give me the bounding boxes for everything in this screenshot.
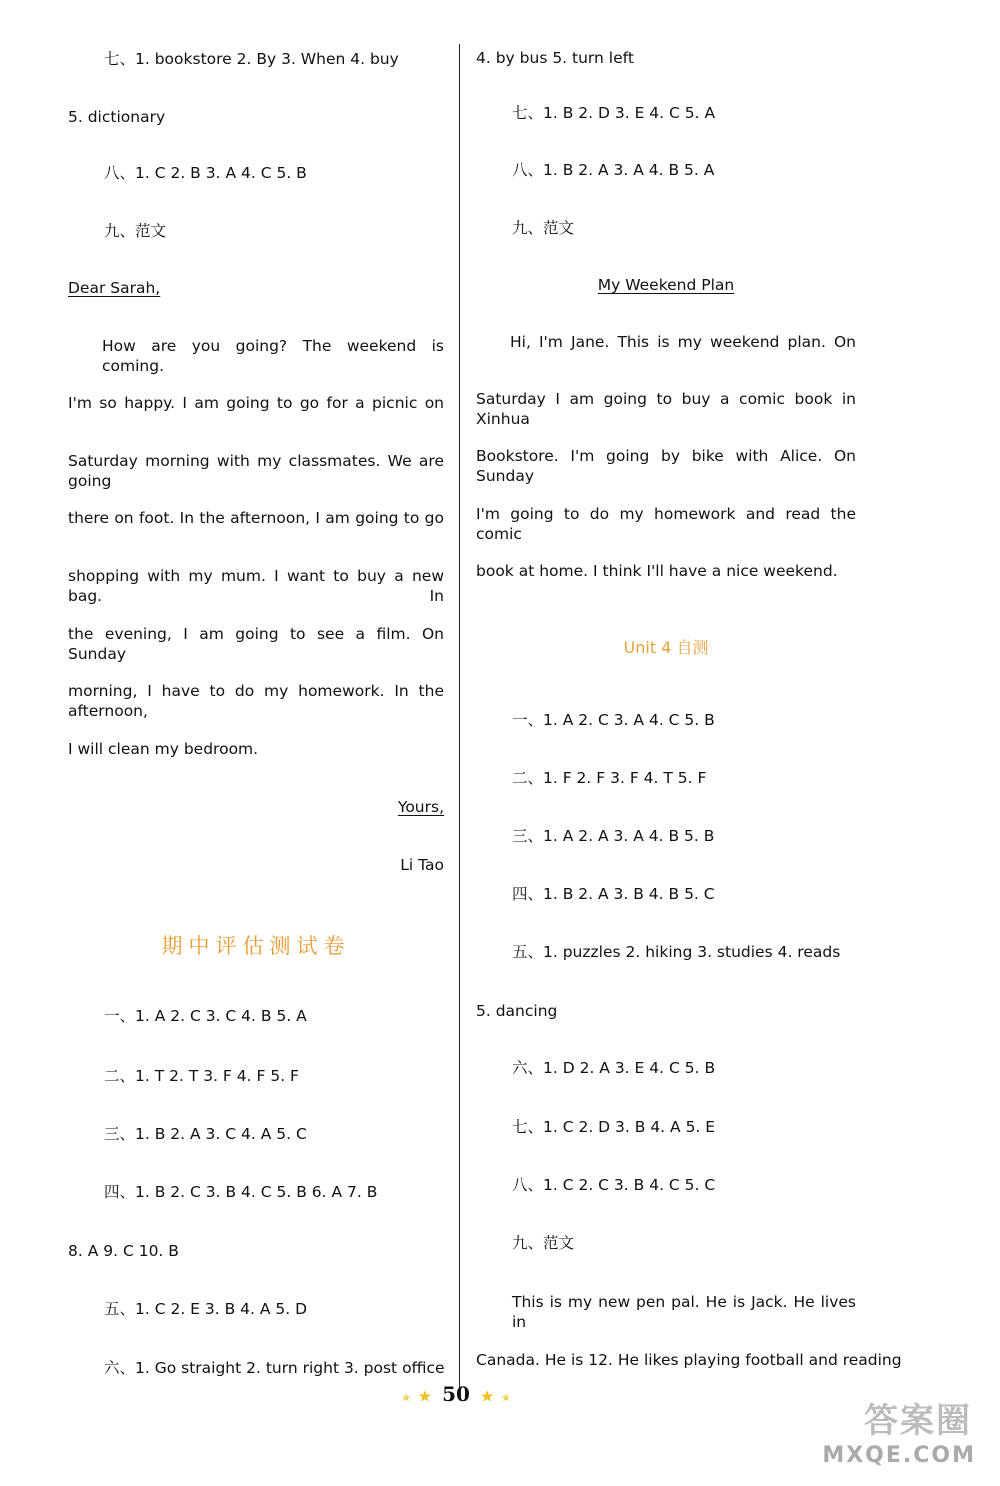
answer-line: 七、1. C 2. D 3. B 4. A 5. E xyxy=(512,1118,716,1136)
answer-line: 六、1. D 2. A 3. E 4. C 5. B xyxy=(512,1059,716,1077)
watermark-text: MXQE.COM xyxy=(822,1443,976,1468)
column-divider xyxy=(459,44,460,1394)
answer-line: 九、范文 xyxy=(512,1234,575,1252)
essay-line: Saturday I am going to buy a comic book in Xinhua xyxy=(476,390,856,428)
essay-line: I'm going to do my homework and read the comic xyxy=(476,505,856,543)
answer-line: 5. dictionary xyxy=(68,108,166,126)
answer-line: 4. by bus 5. turn left xyxy=(476,49,634,67)
answer-line: 二、1. F 2. F 3. F 4. T 5. F xyxy=(512,769,707,787)
answer-line: 8. A 9. C 10. B xyxy=(68,1242,179,1260)
star-icon: ★ xyxy=(480,1389,494,1405)
letter-line: shopping with my mum. I want to buy a new bag. In xyxy=(68,567,444,605)
letter-line: I will clean my bedroom. xyxy=(68,740,259,758)
answer-line: 一、1. A 2. C 3. C 4. B 5. A xyxy=(104,1007,307,1025)
answer-line: 七、1. bookstore 2. By 3. When 4. buy xyxy=(104,50,399,68)
answer-line: 二、1. T 2. T 3. F 4. F 5. F xyxy=(104,1067,299,1085)
answer-line: 三、1. B 2. A 3. C 4. A 5. C xyxy=(104,1125,307,1143)
letter-line: morning, I have to do my homework. In the afternoon, xyxy=(68,682,444,720)
star-icon: ★ xyxy=(418,1389,432,1405)
answer-line: 五、1. puzzles 2. hiking 3. studies 4. reads xyxy=(512,943,841,961)
answer-line: 三、1. A 2. A 3. A 4. B 5. B xyxy=(512,827,715,845)
answer-line: 5. dancing xyxy=(476,1002,558,1020)
answer-line: 四、1. B 2. A 3. B 4. B 5. C xyxy=(512,885,715,903)
essay-line: Bookstore. I'm going by bike with Alice. On Sunday xyxy=(476,447,856,485)
answer-line: 九、范文 xyxy=(104,222,167,240)
letter-line: How are you going? The weekend is coming. xyxy=(102,337,444,375)
essay-line: book at home. I think I'll have a nice weekend. xyxy=(476,562,838,580)
page-footer xyxy=(0,1382,912,1406)
answer-line: 一、1. A 2. C 3. A 4. C 5. B xyxy=(512,711,715,729)
letter-line: the evening, I am going to see a film. On Sunday xyxy=(68,625,444,663)
answer-line: 八、1. C 2. B 3. A 4. C 5. B xyxy=(104,164,307,182)
section-title: 期中评估测试卷 xyxy=(161,934,351,958)
letter-salutation: Dear Sarah, xyxy=(68,279,161,297)
answer-line: 六、1. Go straight 2. turn right 3. post office xyxy=(104,1359,445,1377)
answer-line: 五、1. C 2. E 3. B 4. A 5. D xyxy=(104,1300,308,1318)
star-icon: ★ xyxy=(501,1393,511,1404)
watermark-logo: 答案圈 xyxy=(864,1401,972,1441)
letter-signature: Li Tao xyxy=(400,856,444,874)
answer-line: 八、1. C 2. C 3. B 4. C 5. C xyxy=(512,1176,716,1194)
letter-line: there on foot. In the afternoon, I am going to go xyxy=(68,509,444,527)
answer-line: 四、1. B 2. C 3. B 4. C 5. B 6. A 7. B xyxy=(104,1183,378,1201)
essay-line: Hi, I'm Jane. This is my weekend plan. On xyxy=(510,333,856,351)
essay-line: Canada. He is 12. He likes playing football and reading xyxy=(476,1351,902,1369)
answer-line: 七、1. B 2. D 3. E 4. C 5. A xyxy=(512,104,716,122)
star-icon: ★ xyxy=(401,1393,411,1404)
answer-line: 八、1. B 2. A 3. A 4. B 5. A xyxy=(512,161,715,179)
essay-line: This is my new pen pal. He is Jack. He lives in xyxy=(512,1293,856,1331)
essay-title: My Weekend Plan xyxy=(597,276,735,294)
page-number: 50 xyxy=(442,1382,470,1406)
letter-line: Saturday morning with my classmates. We are going xyxy=(68,452,444,490)
letter-closing: Yours, xyxy=(397,798,444,816)
answer-line: 九、范文 xyxy=(512,219,575,237)
letter-line: I'm so happy. I am going to go for a picnic on xyxy=(68,394,444,412)
unit-title: Unit 4 自测 xyxy=(623,638,709,657)
